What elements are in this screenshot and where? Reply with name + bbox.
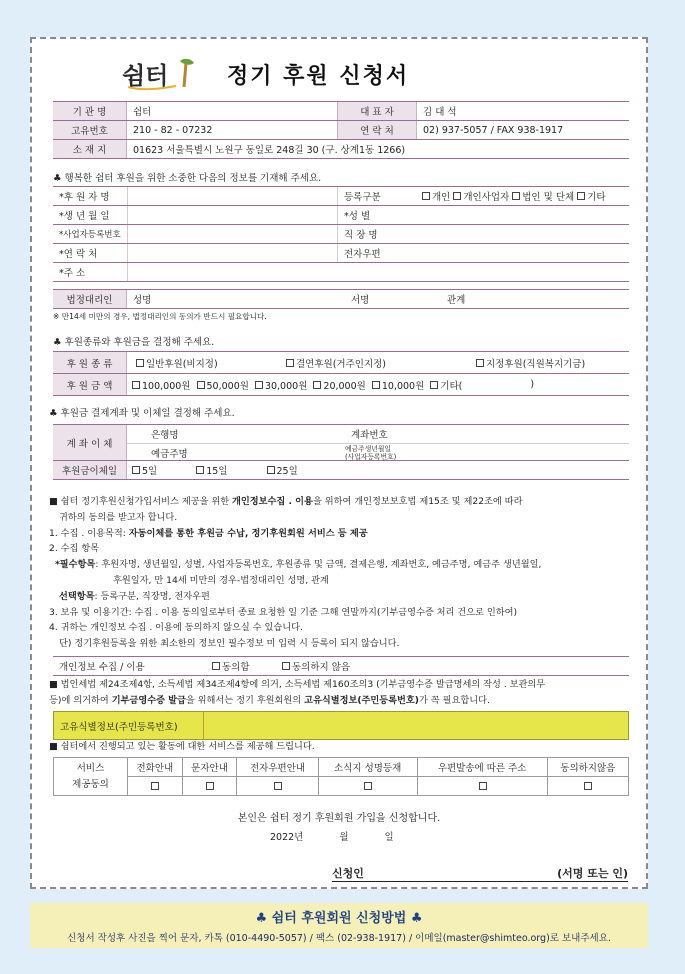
privacy-disagree[interactable]: 동의하지 않음 [273, 657, 413, 675]
reg-type-label: 등록구분 [337, 187, 417, 205]
org-name-value: 쉼터 [133, 107, 152, 118]
representative-value: 김 대 석 [423, 107, 457, 118]
representative-label: 대 표 자 [337, 102, 417, 120]
workplace-label: 직 장 명 [337, 225, 417, 243]
org-info-table [53, 101, 629, 159]
services-consent-table [53, 757, 629, 796]
option-corporation: 법인 및 단체 [522, 192, 575, 203]
donation-instruction: ♣ 후원종류와 후원금을 결정해 주세요. [53, 337, 215, 348]
footer-text: 신청서 작성후 사진을 찍어 문자, 카톡 (010-4490-5057) / 팩스 (02-938-1917) / 이메일(master@shimteo.org)로 보내주세요. [67, 933, 611, 944]
checkbox-service-mail[interactable] [479, 782, 487, 790]
checkbox-service-email[interactable] [274, 782, 282, 790]
donation-type-label: 후 원 종 류 [53, 352, 127, 373]
reg-type-options [417, 187, 629, 205]
account-number-label[interactable]: 계좌번호 [351, 430, 388, 441]
birthdate-label: *생 년 월 일 [59, 211, 110, 222]
checkbox-day-5[interactable] [132, 466, 140, 474]
checkbox-50000[interactable] [197, 381, 205, 389]
guardian-sign-label[interactable]: 서명 [351, 295, 370, 306]
services-label: 서비스 [76, 762, 105, 774]
donor-info-table [53, 186, 629, 282]
footer-banner [30, 903, 648, 948]
payment-table [53, 424, 629, 480]
workplace-field[interactable] [417, 225, 629, 243]
address-value: 01623 서울특별시 노원구 동일로 248길 30 (구. 상계1동 1266) [133, 145, 406, 156]
signup-date: 2022년 월 일 [270, 832, 394, 843]
email-label: 전자우편 [337, 244, 417, 262]
phone-label: *연 락 처 [59, 249, 98, 260]
checkbox-other-amount[interactable] [430, 381, 438, 389]
type-general[interactable]: 일반후원(비지정) [127, 352, 277, 373]
consent-label: 제공동의 [72, 778, 109, 790]
checkbox-100000[interactable] [132, 381, 140, 389]
birthdate-field[interactable] [127, 206, 337, 224]
contact-value: 02) 937-5057 / FAX 938-1917 [423, 124, 564, 136]
option-other: 기타 [587, 192, 606, 203]
page-title: 정기 후원 신청서 [227, 64, 410, 89]
shimteo-logo [120, 57, 200, 91]
contact-label: 연 락 처 [337, 121, 417, 139]
transfer-day-options: 5일 15일 25일 [127, 461, 629, 479]
checkbox-corporation[interactable] [512, 192, 520, 200]
service-sms: 문자안내 [182, 758, 237, 777]
donation-table [53, 351, 629, 396]
account-holder-label[interactable]: 예금주명 [127, 443, 337, 461]
checkbox-20000[interactable] [313, 381, 321, 389]
biz-number-label: *사업자등록번호 [59, 230, 121, 240]
footer-title: ♣ 쉼터 후원회원 신청방법 ♣ [255, 911, 423, 926]
option-sole-proprietor: 개인사업자 [463, 192, 510, 203]
org-id-value: 210 - 82 - 07232 [133, 124, 213, 136]
guardian-note: ※ 만14세 미만의 경우, 법정대리인의 동의가 반드시 필요합니다. [53, 312, 267, 321]
option-individual: 개인 [432, 192, 451, 203]
checkbox-service-decline[interactable] [584, 782, 592, 790]
checkbox-service-newsletter[interactable] [364, 782, 372, 790]
service-newsletter: 소식지 성명등재 [318, 758, 417, 777]
transfer-day-label: 후원금이체일 [53, 461, 127, 479]
gender-label: *성 별 [337, 206, 417, 224]
service-mail: 우편발송에 따른 주소 [417, 758, 547, 777]
checkbox-service-phone[interactable] [151, 782, 159, 790]
application-form [30, 37, 648, 889]
donor-instruction: ♣ 행복한 쉼터 후원을 위한 소중한 다음의 정보를 기재해 주세요. [53, 173, 322, 184]
checkbox-day-25[interactable] [267, 466, 275, 474]
type-sponsorship[interactable]: 결연후원(거주인지정) [277, 352, 467, 373]
checkbox-10000[interactable] [372, 381, 380, 389]
phone-field[interactable] [127, 244, 337, 262]
guardian-label: 법정대리인 [53, 290, 127, 308]
applicant-signature-line[interactable] [332, 865, 628, 882]
privacy-agree[interactable]: 동의함 [203, 657, 283, 675]
donor-address-label: *주 소 [59, 268, 86, 279]
privacy-consent-row [53, 656, 629, 676]
address-label: 소 재 지 [53, 140, 127, 158]
signup-statement: 본인은 쉼터 정기 후원회원 가입을 신청합니다. [237, 813, 441, 824]
org-name-label: 기 관 명 [53, 102, 127, 120]
unique-id-label: 고유식별정보(주민등록번호) [54, 712, 204, 739]
checkbox-service-sms[interactable] [206, 782, 214, 790]
bank-name-label[interactable]: 은행명 [151, 430, 179, 441]
checkbox-30000[interactable] [255, 381, 263, 389]
checkbox-other[interactable] [577, 192, 585, 200]
gender-field[interactable] [417, 206, 629, 224]
biz-number-field[interactable] [127, 225, 337, 243]
services-intro: ■ 쉼터에서 진행되고 있는 활동에 대한 서비스를 제공해 드립니다. [49, 741, 315, 752]
donor-name-label: *후 원 자 명 [59, 192, 110, 203]
sign-note: (서명 또는 인) [557, 867, 628, 880]
payment-instruction: ♣ 후원금 결제계좌 및 이체일 결정해 주세요. [49, 408, 235, 419]
applicant-label: 신청인 [332, 867, 364, 880]
donor-address-field[interactable] [127, 263, 629, 281]
email-field[interactable] [417, 244, 629, 262]
guardian-name-label[interactable]: 성명 [133, 295, 152, 306]
tax-notice: ■ 법인세법 제24조제4항, 소득세법 제34조제4항에 의거, 소득세법 제160조의3 (기부금영수증 발급명세의 작성 . 보관의무 등)에 의거하여 기부금영수증 발급을 위해서는 정기 후원회원의 고유식별정보(주민등록번호)가 꼭 필요합니다. [49, 679, 546, 706]
form-header [32, 53, 646, 93]
amount-options: 100,000원 50,000원 30,000원 20,000원 10,000원 기타( ) [127, 374, 629, 395]
service-email: 전자우편안내 [237, 758, 318, 777]
holder-birth-label[interactable]: 예금주생년월일 (사업자등록번호) [337, 443, 629, 461]
service-decline: 동의하지않음 [547, 758, 628, 777]
guardian-table [53, 289, 629, 309]
privacy-consent-label: 개인정보 수집 / 이용 [59, 662, 145, 673]
guardian-relation-label[interactable]: 관계 [447, 295, 466, 306]
donation-amount-label: 후 원 금 액 [53, 374, 127, 395]
checkbox-individual[interactable] [422, 192, 430, 200]
donor-name-field[interactable] [127, 187, 337, 205]
checkbox-sole-proprietor[interactable] [453, 192, 461, 200]
org-id-label: 고유번호 [53, 121, 127, 139]
checkbox-day-15[interactable] [196, 466, 204, 474]
service-phone: 전화안내 [128, 758, 183, 777]
unique-id-field[interactable] [204, 712, 628, 739]
unique-id-row [53, 711, 629, 740]
logo-text: 쉼터 [122, 61, 169, 90]
type-designated[interactable]: 지정후원(직원복지기금) [467, 352, 629, 373]
privacy-notice: ■ 쉼터 정기후원신청가입서비스 제공을 위한 개인정보수집 . 이용을 위하여 개인정보보호법 제15조 및 제22조에 따라 귀하의 동의를 받고자 합니다. 1. 수집 . 이용목적: 자동이체를 통한 후원금 수납, 정기후원회원 서비스 등 제공 2. 수집 항목 *필수항목: 후원자명, 생년월일, 성별, 사업자등록번호, 후원종류 및 금액, 결제은행, 계좌번호, 예금주명, 예금주 생년월일, 후원일자, 만 14세 미만의 경우-법정대리인 성명, 관계 선택항목: 등록구분, 직장명, 전자우편 3. 보유 및 이용기간: 수집 . 이용 동의일로부터 종료 요청한 일 기준 그해 연말까지(기부금영수증 처리 건으로 인하여) 4. 귀하는 개인정보 수집 . 이용에 동의하지 않으실 수 있습니다. 단) 정기후원등록을 위한 최소한의 정보인 필수정보 미 입력 시 등록이 되지 않습니다. [49, 496, 542, 650]
account-transfer-label: 계 좌 이 체 [53, 425, 127, 460]
